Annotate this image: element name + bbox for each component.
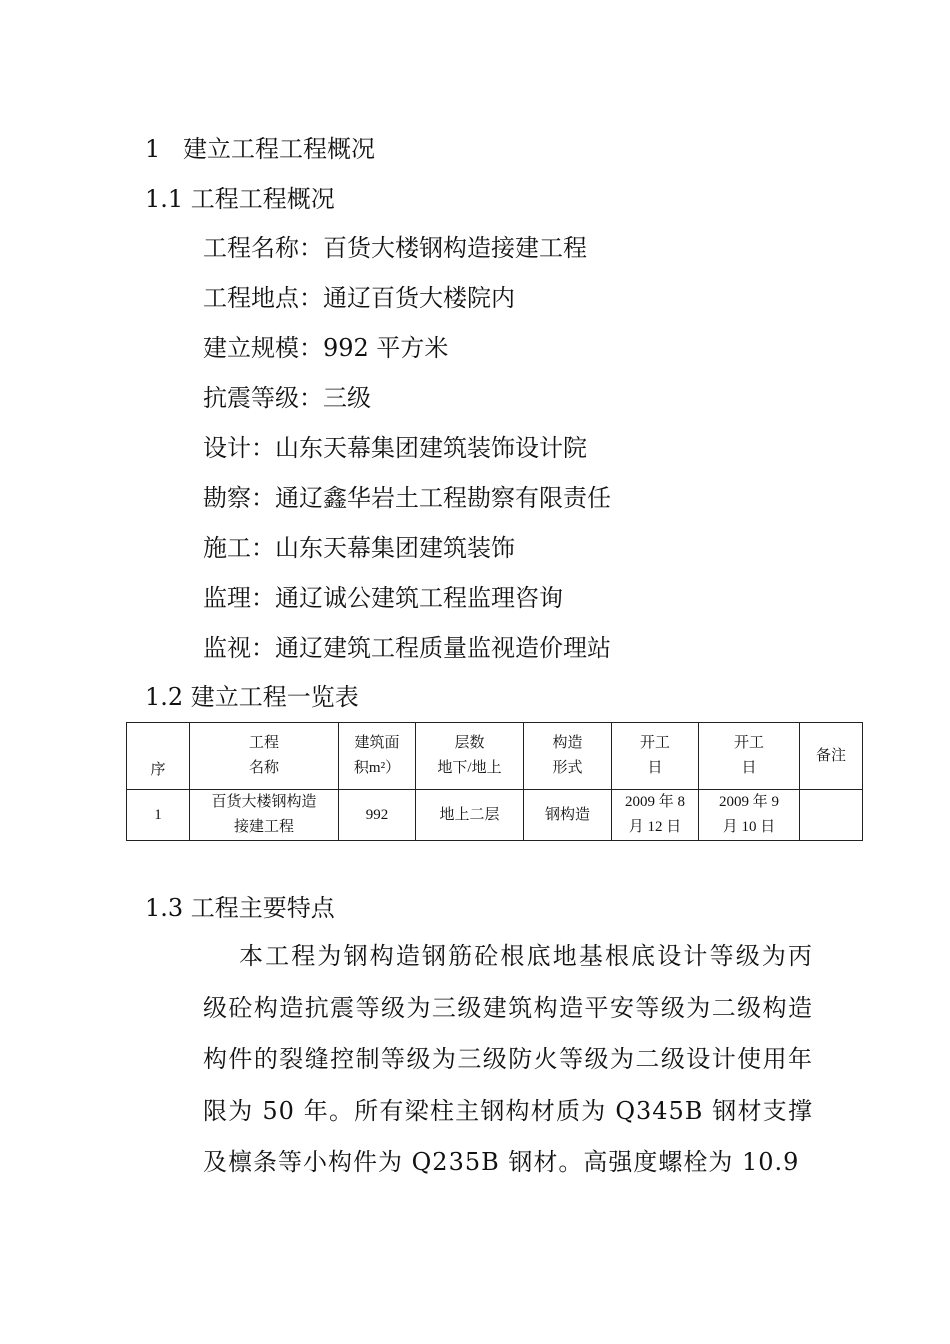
project-summary-table [126,722,863,841]
cell-start-date-1: 2009 年 8 月 12 日 [612,790,699,841]
project-overview-list [203,233,611,683]
header-seq: 序 [127,723,190,790]
overview-item-supervision: 监理：通辽诚公建筑工程监理咨询 [203,584,563,612]
table-row [127,790,863,841]
subsection-heading-1-1: 1.1 工程工程概况 [145,185,335,213]
cell-area: 992 [339,790,416,841]
cell-remark [800,790,863,841]
project-features-paragraph: 本工程为钢构造钢筋砼根底地基根底设计等级为丙级砼构造抗震等级为三级建筑构造平安等级为二级构造构件的裂缝控制等级为三级防火等级为二级设计使用年限为 50 年。所有梁柱主钢构材质为 Q345B 钢材支撑及檩条等小构件为 Q235B 钢材。高强度螺栓为 10.9 [203,942,813,1176]
subsection-heading-1-2: 1.2 建立工程一览表 [145,683,359,711]
cell-seq: 1 [127,790,190,841]
header-start-date-2: 开工 日 [699,723,800,790]
overview-item-construction: 施工：山东天幕集团建筑装饰 [203,534,515,562]
subsection-heading-1-3: 1.3 工程主要特点 [145,894,335,922]
header-project-name: 工程 名称 [190,723,339,790]
header-start-date-1: 开工 日 [612,723,699,790]
overview-item-scale: 建立规模：992 平方米 [203,334,449,362]
section-number: 1 [145,135,161,163]
overview-item-project-name: 工程名称：百货大楼钢构造接建工程 [203,234,587,262]
table-header-row [127,723,863,790]
header-area: 建筑面 积m²） [339,723,416,790]
overview-item-seismic-grade: 抗震等级：三级 [203,384,371,412]
header-structure: 构造 形式 [524,723,612,790]
cell-floors: 地上二层 [416,790,524,841]
cell-structure: 钢构造 [524,790,612,841]
header-remark: 备注 [800,723,863,790]
cell-project-name: 百货大楼钢构造 接建工程 [190,790,339,841]
overview-item-monitoring: 监视：通辽建筑工程质量监视造价理站 [203,634,611,662]
overview-item-design: 设计：山东天幕集团建筑装饰设计院 [203,434,587,462]
header-floors: 层数 地下/地上 [416,723,524,790]
section-title: 建立工程工程概况 [183,135,375,163]
section-heading-1 [145,134,375,164]
overview-item-location: 工程地点：通辽百货大楼院内 [203,284,515,312]
overview-item-survey: 勘察：通辽鑫华岩土工程勘察有限责任 [203,484,611,512]
cell-start-date-2: 2009 年 9 月 10 日 [699,790,800,841]
